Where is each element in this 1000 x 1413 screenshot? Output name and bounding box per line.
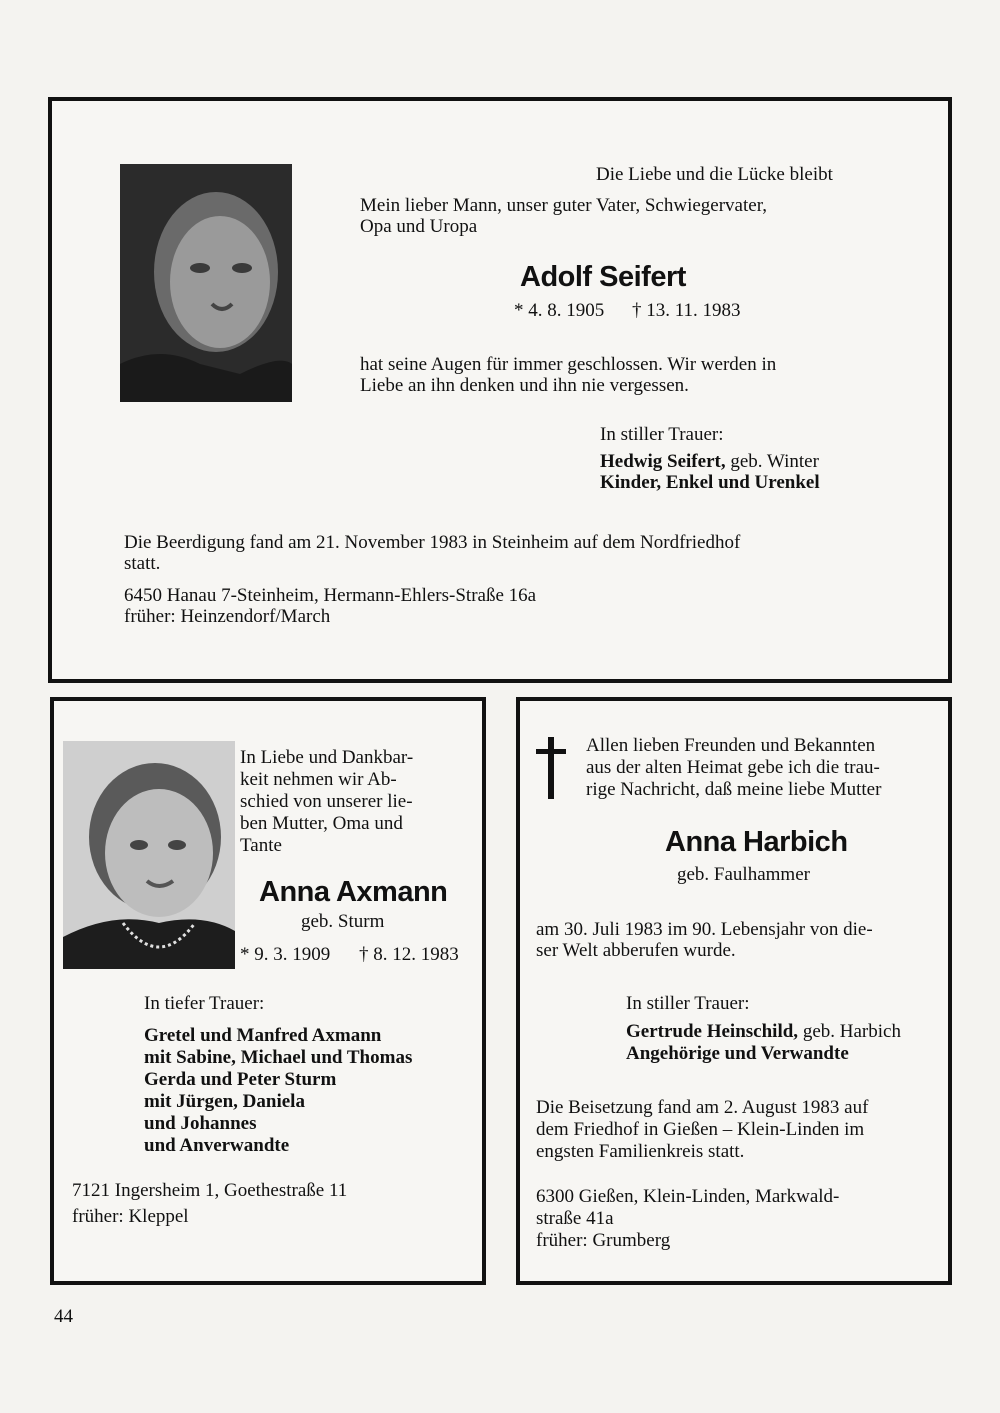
- intro-line-2: Opa und Uropa: [360, 216, 478, 237]
- deceased-name: Anna Harbich: [665, 826, 848, 858]
- deceased-name: Adolf Seifert: [520, 261, 686, 293]
- death-date: † 13. 11. 1983: [632, 300, 741, 321]
- mourner-1: [600, 451, 819, 473]
- text-line-5: Tante: [240, 835, 282, 856]
- address-line-1: 7121 Ingersheim 1, Goethestraße 11: [72, 1180, 348, 1201]
- mourner-1-birth-name: geb. Winter: [730, 451, 819, 472]
- text-line-1: hat seine Augen für immer geschlossen. Wir werden in: [360, 354, 777, 375]
- birth-date: * 4. 8. 1905: [514, 300, 605, 321]
- notice-anna-harbich: [516, 697, 952, 1285]
- birth-name: geb. Sturm: [301, 911, 385, 932]
- text-line-1: am 30. Juli 1983 im 90. Lebensjahr von die-: [536, 919, 873, 940]
- mourner-2: Angehörige und Verwandte: [626, 1043, 849, 1064]
- birth-name: geb. Faulhammer: [677, 864, 810, 885]
- mourning-label: In stiller Trauer:: [600, 424, 724, 445]
- mourner-2: Kinder, Enkel und Urenkel: [600, 472, 820, 493]
- cross-icon: [536, 737, 566, 799]
- text-line-4: ben Mutter, Oma und: [240, 813, 403, 834]
- address-line-2: früher: Heinzendorf/March: [124, 606, 331, 627]
- mourner-1-birth-name: geb. Harbich: [802, 1021, 901, 1042]
- mourner-line: Gretel und Manfred Axmann: [144, 1025, 382, 1046]
- intro-line-1: Allen lieben Freunden und Bekannten: [586, 735, 876, 756]
- page-number: 44: [54, 1306, 73, 1327]
- notice-adolf-seifert: [48, 97, 952, 683]
- address-line-2: straße 41a: [536, 1208, 614, 1229]
- address-line-3: früher: Grumberg: [536, 1230, 671, 1251]
- death-date: † 8. 12. 1983: [359, 944, 459, 965]
- text-line-2: Liebe an ihn denken und ihn nie vergessen.: [360, 375, 689, 396]
- mourner-1-name: Gertrude Heinschild,: [626, 1021, 799, 1042]
- notice-anna-axmann: [50, 697, 486, 1285]
- intro-line-3: rige Nachricht, daß meine liebe Mutter: [586, 779, 882, 800]
- mourner-line: mit Jürgen, Daniela: [144, 1091, 305, 1112]
- funeral-line-2: statt.: [124, 553, 161, 574]
- text-line-3: schied von unserer lie-: [240, 791, 413, 812]
- portrait-photo-icon: [120, 164, 292, 402]
- mourner-1: [626, 1021, 901, 1043]
- portrait-photo-icon: [63, 741, 235, 969]
- mourning-label: In stiller Trauer:: [626, 993, 750, 1014]
- funeral-line-1: Die Beerdigung fand am 21. November 1983 in Steinheim auf dem Nordfriedhof: [124, 532, 741, 553]
- mourner-line: und Johannes: [144, 1113, 257, 1134]
- mourner-line: Gerda und Peter Sturm: [144, 1069, 337, 1090]
- burial-line-1: Die Beisetzung fand am 2. August 1983 auf: [536, 1097, 869, 1118]
- address-line-2: früher: Kleppel: [72, 1206, 189, 1227]
- deceased-name: Anna Axmann: [259, 876, 448, 908]
- mourner-line: mit Sabine, Michael und Thomas: [144, 1047, 413, 1068]
- burial-line-2: dem Friedhof in Gießen – Klein-Linden im: [536, 1119, 865, 1140]
- burial-line-3: engsten Familienkreis statt.: [536, 1141, 745, 1162]
- mourner-line: und Anverwandte: [144, 1135, 290, 1156]
- text-line-2: keit nehmen wir Ab-: [240, 769, 397, 790]
- address-line-1: 6300 Gießen, Klein-Linden, Markwald-: [536, 1186, 840, 1207]
- birth-date: * 9. 3. 1909: [240, 944, 331, 965]
- text-line-1: In Liebe und Dankbar-: [240, 747, 414, 768]
- motto: Die Liebe und die Lücke bleibt: [596, 164, 833, 185]
- intro-line-1: Mein lieber Mann, unser guter Vater, Schwiegervater,: [360, 195, 768, 216]
- intro-line-2: aus der alten Heimat gebe ich die trau-: [586, 757, 880, 778]
- text-line-2: ser Welt abberufen wurde.: [536, 940, 736, 961]
- mourning-label: In tiefer Trauer:: [144, 993, 265, 1014]
- mourner-1-name: Hedwig Seifert,: [600, 451, 726, 472]
- address-line-1: 6450 Hanau 7-Steinheim, Hermann-Ehlers-Straße 16a: [124, 585, 537, 606]
